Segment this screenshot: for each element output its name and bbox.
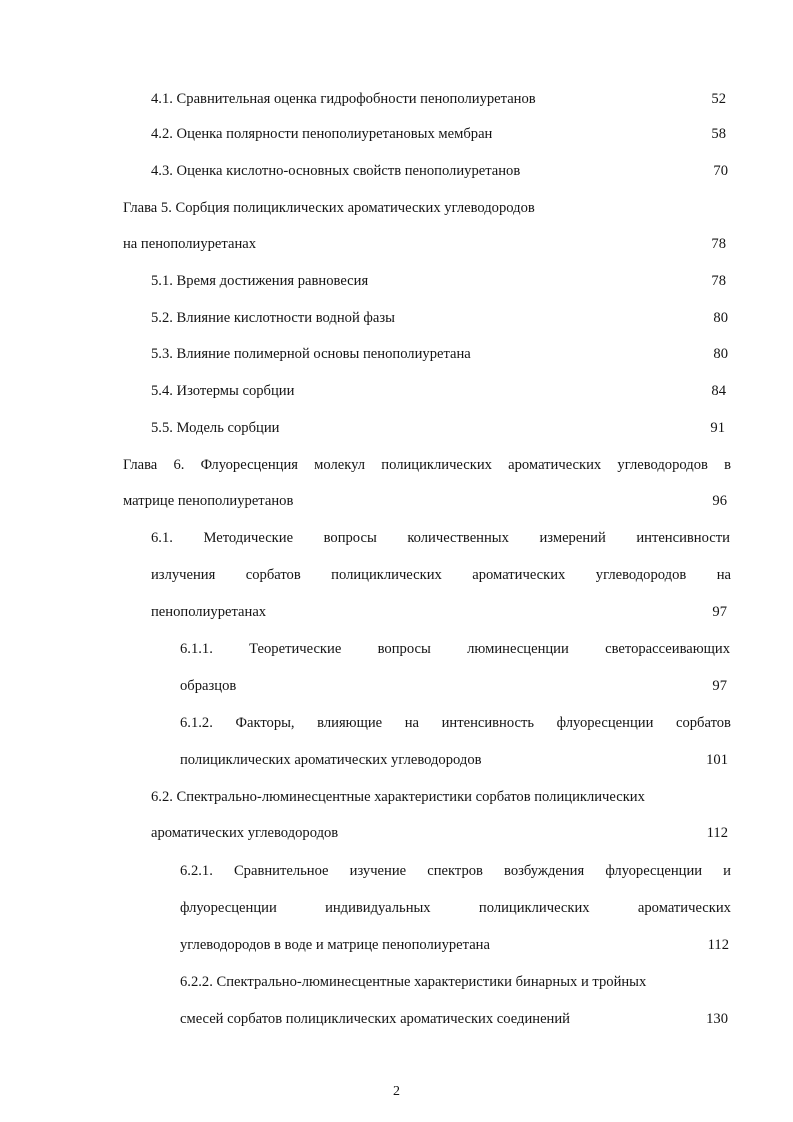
word: Флуоресценция (200, 457, 298, 473)
word: интенсивность (441, 715, 535, 731)
toc-entry-6-1-title-line3: пенополиуретанах (151, 604, 267, 620)
word: спектров (427, 863, 483, 879)
toc-entry-4-3-title: 4.3. Оценка кислотно-основных свойств пенополиуретанов (151, 163, 521, 179)
word: влияющие (317, 715, 383, 731)
toc-entry-6-1-2-title-line2: полициклических ароматических углеводородов (180, 752, 482, 768)
word: полициклических (331, 567, 442, 583)
word: флуоресценции (556, 715, 654, 731)
word: в (724, 457, 731, 473)
toc-chapter-5-page: 78 (711, 236, 726, 252)
toc-entry-5-1-title: 5.1. Время достижения равновесия (151, 273, 369, 289)
toc-entry-4-3-page: 70 (713, 163, 728, 179)
page-number: 2 (393, 1084, 400, 1099)
toc-entry-6-1-1-page: 97 (712, 678, 727, 694)
toc-entry-6-2-2-title-line2: смесей сорбатов полициклических ароматических соединений (180, 1011, 570, 1027)
word: светорассеивающих (605, 641, 730, 657)
word: измерений (539, 530, 606, 546)
toc-entry-6-2-1-title-line2 (180, 898, 731, 918)
word: люминесценции (467, 641, 569, 657)
toc-entry-5-5-title: 5.5. Модель сорбции (151, 420, 280, 436)
toc-chapter-5-title-line2: на пенополиуретанах (123, 236, 257, 252)
word: молекул (314, 457, 366, 473)
toc-entry-6-2-page: 112 (706, 825, 728, 841)
word: ароматических (508, 457, 602, 473)
toc-entry-4-1-title: 4.1. Сравнительная оценка гидрофобности пенополиуретанов (151, 91, 536, 107)
word: 6. (173, 457, 185, 473)
toc-entry-6-2-1-title-line1 (180, 861, 731, 881)
toc-entry-4-1-page: 52 (711, 91, 726, 107)
word: 6.2.1. (180, 863, 213, 879)
toc-entry-6-2-2-page: 130 (706, 1011, 728, 1027)
word: сорбатов (675, 715, 731, 731)
toc-chapter-6-title-line1 (123, 455, 731, 475)
toc-entry-6-2-1-page: 112 (707, 937, 729, 953)
word: возбуждения (504, 863, 585, 879)
word: на (716, 567, 731, 583)
word: Глава (123, 457, 158, 473)
toc-entry-6-2-title-line1: 6.2. Спектрально-люминесцентные характеристики сорбатов полициклических (151, 789, 645, 805)
toc-entry-4-2-page: 58 (711, 126, 726, 142)
toc-entry-5-1-page: 78 (711, 273, 726, 289)
word: 6.1.2. (180, 715, 213, 731)
word: полициклических (381, 457, 492, 473)
toc-entry-4-2-title: 4.2. Оценка полярности пенополиуретановых мембран (151, 126, 493, 142)
toc-entry-5-3-page: 80 (713, 346, 728, 362)
toc-entry-6-1-2-title-line1 (180, 713, 731, 733)
word: количественных (407, 530, 509, 546)
word: интенсивности (636, 530, 730, 546)
word: индивидуальных (325, 900, 431, 916)
toc-entry-6-1-title-line1 (151, 528, 730, 548)
word: флуоресценции (605, 863, 703, 879)
word: Теоретические (249, 641, 342, 657)
toc-entry-5-4-title: 5.4. Изотермы сорбции (151, 383, 295, 399)
word: углеводородов (617, 457, 708, 473)
word: 6.1. (151, 530, 173, 546)
toc-entry-5-2-page: 80 (713, 310, 728, 326)
toc-chapter-6-page: 96 (712, 493, 727, 509)
word: изучение (349, 863, 407, 879)
toc-chapter-5-title-line1: Глава 5. Сорбция полициклических ароматических углеводородов (123, 200, 535, 216)
word: и (723, 863, 731, 879)
toc-entry-6-1-1-title-line1 (180, 639, 730, 659)
toc-entry-6-2-2-title-line1: 6.2.2. Спектрально-люминесцентные характеристики бинарных и тройных (180, 974, 647, 990)
word: ароматических (472, 567, 566, 583)
toc-entry-5-5-page: 91 (710, 420, 725, 436)
word: сорбатов (245, 567, 301, 583)
toc-entry-6-1-2-page: 101 (706, 752, 728, 768)
toc-entry-5-3-title: 5.3. Влияние полимерной основы пенополиуретана (151, 346, 471, 362)
word: вопросы (377, 641, 431, 657)
toc-entry-6-2-title-line2: ароматических углеводородов (151, 825, 339, 841)
word: полициклических (478, 900, 590, 916)
word: 6.1.1. (180, 641, 213, 657)
toc-entry-5-2-title: 5.2. Влияние кислотности водной фазы (151, 310, 395, 326)
word: на (404, 715, 419, 731)
toc-entry-5-4-page: 84 (711, 383, 726, 399)
toc-entry-6-1-1-title-line2: образцов (180, 678, 237, 694)
toc-entry-6-1-page: 97 (712, 604, 727, 620)
word: Факторы, (235, 715, 295, 731)
toc-entry-6-1-title-line2 (151, 565, 731, 585)
word: Методические (203, 530, 294, 546)
word: углеводородов (595, 567, 687, 583)
toc-chapter-6-title-line2: матрице пенополиуретанов (123, 493, 294, 509)
toc-entry-6-2-1-title-line3: углеводородов в воде и матрице пенополиуретана (180, 937, 490, 953)
word: флуоресценции (180, 900, 277, 916)
word: излучения (151, 567, 216, 583)
word: вопросы (323, 530, 377, 546)
word: Сравнительное (233, 863, 329, 879)
word: ароматических (637, 900, 731, 916)
